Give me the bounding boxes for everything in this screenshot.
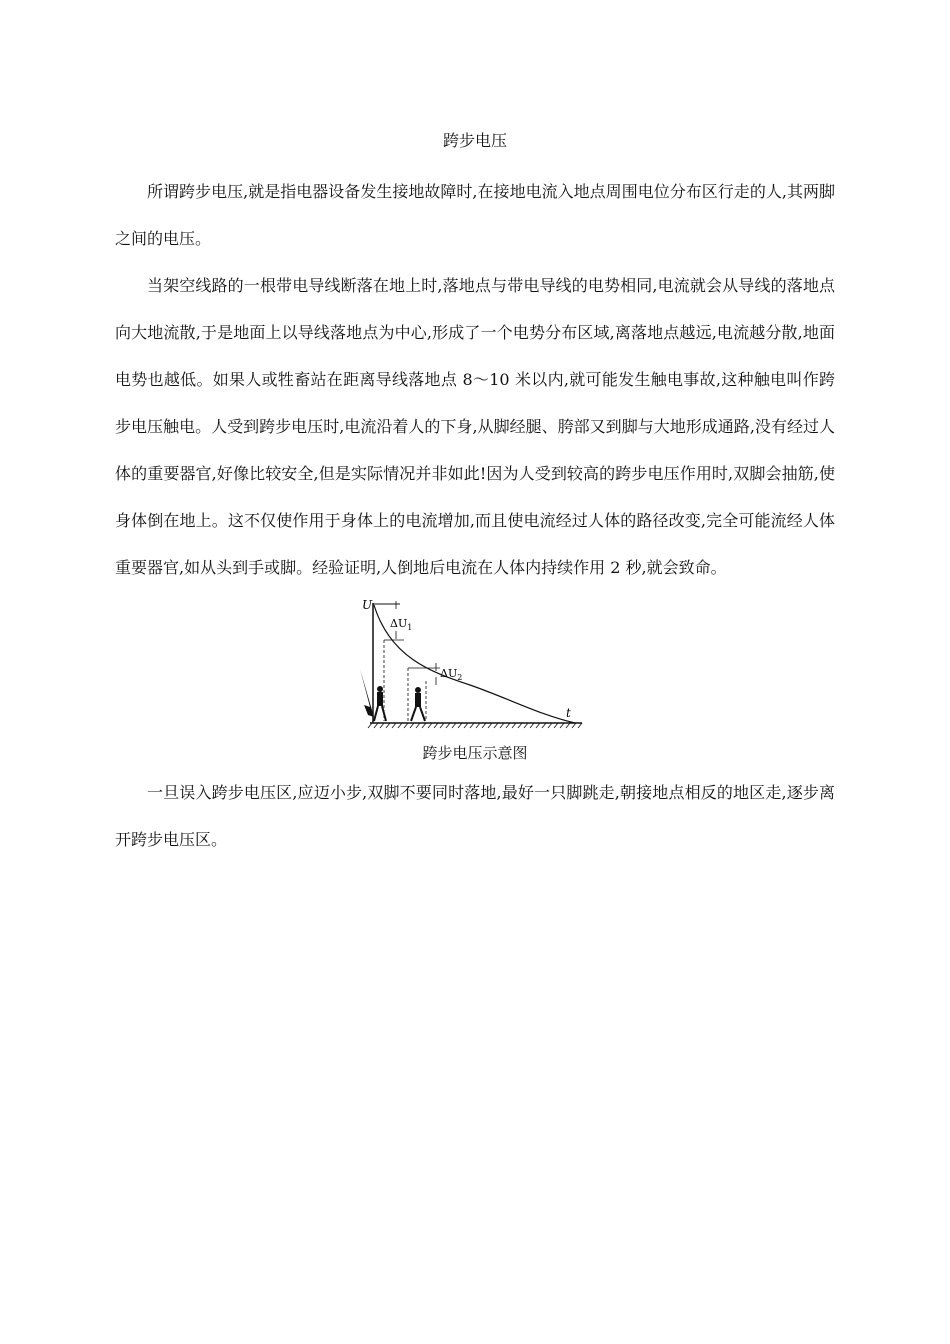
figure-caption: 跨步电压示意图 bbox=[422, 744, 528, 762]
delta-u2-label: $\Delta U_2$ bbox=[440, 667, 463, 682]
document-page bbox=[115, 120, 835, 863]
step-voltage-figure bbox=[115, 597, 835, 763]
paragraph-explanation: 当架空线路的一根带电导线断落在地上时,落地点与带电导线的电势相同,电流就会从导线的落地点向大地流散,于是地面上以导线落地点为中心,形成了一个电势分布区域,离落地点越远,电流越分散,地面电势也越低。如果人或牲畜站在距离导线落地点 8～10 米以内,就可能发生触电事故,这种触电叫作跨步电压触电。人受到跨步电压时,电流沿着人的下身,从脚经腿、胯部又到脚与大地形成通路,没有经过人体的重要器官,好像比较安全,但是实际情况并非如此!因为人受到较高的跨步电压作用时,双脚会抽筋,使身体倒在地上。这不仅使作用于身体上的电流增加,而且使电流经过人体的路径改变,完全可能流经人体重要器官,如从头到手或脚。经验证明,人倒地后电流在人体内持续作用 2 秒,就会致命。 bbox=[115, 276, 835, 577]
document-title: 跨步电压 bbox=[442, 131, 507, 150]
paragraph-safety-advice: 一旦误入跨步电压区,应迈小步,双脚不要同时落地,最好一只脚跳走,朝接地点相反的地区走,逐步离开跨步电压区。 bbox=[115, 783, 835, 849]
fallen-wire-icon bbox=[360, 669, 374, 725]
y-axis-label: U bbox=[362, 598, 373, 612]
x-axis-label: t bbox=[566, 706, 571, 720]
delta-u1-label: $\Delta U_1$ bbox=[390, 617, 413, 632]
step-voltage-diagram bbox=[360, 597, 590, 737]
paragraph-definition: 所谓跨步电压,就是指电器设备发生接地故障时,在接地电流入地点周围电位分布区行走的人,其两脚之间的电压。 bbox=[115, 182, 835, 248]
person-icon-far bbox=[411, 687, 425, 721]
